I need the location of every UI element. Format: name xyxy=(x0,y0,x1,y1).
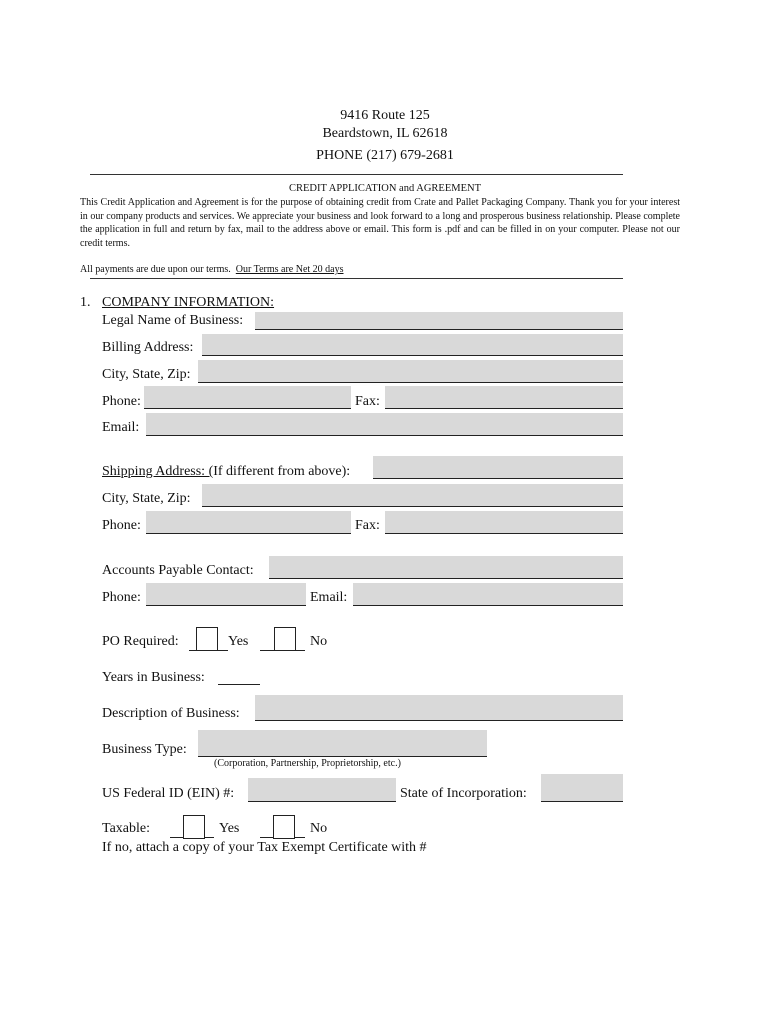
ap-phone-field[interactable] xyxy=(146,583,306,606)
city-state-zip-field[interactable] xyxy=(198,360,623,383)
company-city-line: Beardstown, IL 62618 xyxy=(322,126,448,141)
shipping-address-field[interactable] xyxy=(373,456,623,479)
payments-note: All payments are due upon our terms. xyxy=(80,264,231,275)
po-yes-label: Yes xyxy=(228,634,249,649)
taxable-label: Taxable: xyxy=(102,821,150,836)
tax-exempt-note: If no, attach a copy of your Tax Exempt Certificate with # xyxy=(102,840,427,855)
phone-field[interactable] xyxy=(144,386,351,409)
shipping-address-label: Shipping Address: (If different from above): xyxy=(102,464,351,479)
billing-address-label: Billing Address: xyxy=(102,340,194,355)
shipping-phone-label: Phone: xyxy=(102,518,141,533)
billing-address-field[interactable] xyxy=(202,334,623,356)
legal-name-field[interactable] xyxy=(255,312,623,330)
taxable-yes-label: Yes xyxy=(219,821,240,836)
section-heading: COMPANY INFORMATION: xyxy=(102,295,275,310)
shipping-city-state-zip-label: City, State, Zip: xyxy=(102,491,191,506)
ein-field[interactable] xyxy=(248,778,396,802)
intro-paragraph: This Credit Application and Agreement is for the purpose of obtaining credit from Crate and Pallet Packaging Company. Thank you for your interest in our company products and services. We appreciate your business and look forward to a long and prosperous business relationship. Please complete the application in full and return by fax, mail to the address above or email. This form is .pdf and can be filled in on your computer. Please not our credit terms. xyxy=(80,197,680,249)
ein-label: US Federal ID (EIN) #: xyxy=(102,786,235,801)
state-incorporation-label: State of Incorporation: xyxy=(400,786,527,801)
phone-label: Phone: xyxy=(102,394,141,409)
po-required-label: PO Required: xyxy=(102,634,179,649)
description-label: Description of Business: xyxy=(102,706,240,721)
description-field[interactable] xyxy=(255,695,623,721)
email-label: Email: xyxy=(102,420,140,435)
legal-name-label: Legal Name of Business: xyxy=(102,313,244,328)
ap-email-field[interactable] xyxy=(353,583,623,606)
shipping-fax-label: Fax: xyxy=(355,518,380,533)
fax-label: Fax: xyxy=(355,394,380,409)
ap-email-label: Email: xyxy=(310,590,348,605)
section-number: 1. xyxy=(80,295,91,310)
taxable-yes-checkbox[interactable] xyxy=(183,815,205,839)
po-no-label: No xyxy=(310,634,328,649)
business-type-hint: (Corporation, Partnership, Proprietorship, etc.) xyxy=(214,758,401,769)
company-address-line: 9416 Route 125 xyxy=(340,108,430,123)
header-divider xyxy=(90,174,623,175)
years-in-business-field[interactable] xyxy=(218,684,260,685)
city-state-zip-label: City, State, Zip: xyxy=(102,367,191,382)
po-yes-checkbox[interactable] xyxy=(196,627,218,651)
payment-terms-line xyxy=(80,263,344,277)
taxable-no-checkbox[interactable] xyxy=(273,815,295,839)
po-no-checkbox[interactable] xyxy=(274,627,296,651)
terms-note: Our Terms are Net 20 days xyxy=(235,264,344,275)
shipping-phone-field[interactable] xyxy=(146,511,351,534)
email-field[interactable] xyxy=(146,413,623,436)
company-phone-line: PHONE (217) 679-2681 xyxy=(316,148,454,163)
business-type-field[interactable] xyxy=(198,730,487,757)
years-in-business-label: Years in Business: xyxy=(102,670,205,685)
shipping-city-state-zip-field[interactable] xyxy=(202,484,623,507)
ap-contact-field[interactable] xyxy=(269,556,623,579)
shipping-fax-field[interactable] xyxy=(385,511,623,534)
form-title: CREDIT APPLICATION and AGREEMENT xyxy=(288,183,481,194)
business-type-label: Business Type: xyxy=(102,742,187,757)
state-incorporation-field[interactable] xyxy=(541,774,623,802)
ap-contact-label: Accounts Payable Contact: xyxy=(102,563,254,578)
ap-phone-label: Phone: xyxy=(102,590,141,605)
fax-field[interactable] xyxy=(385,386,623,409)
taxable-no-label: No xyxy=(310,821,328,836)
intro-divider xyxy=(90,278,623,279)
